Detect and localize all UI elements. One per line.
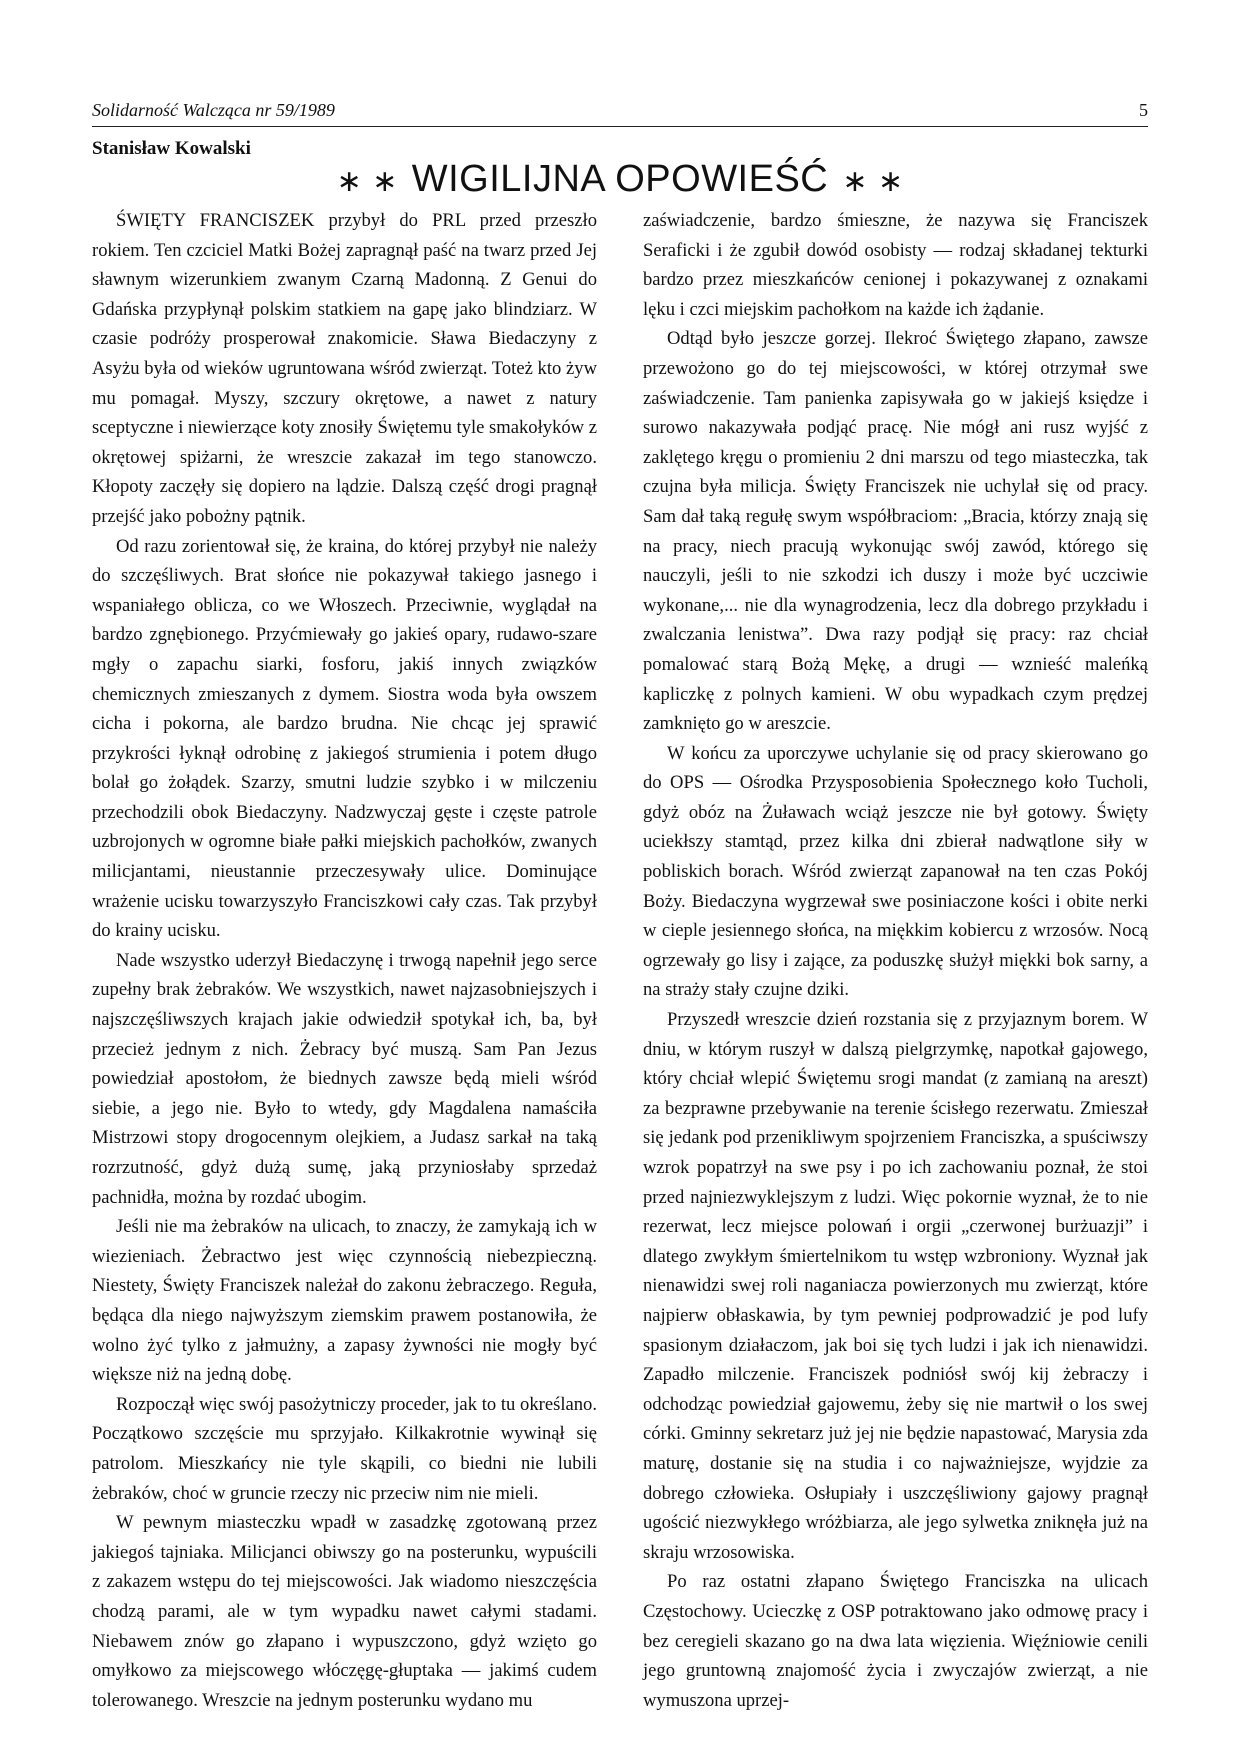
paragraph: Nade wszystko uderzył Biedaczynę i trwogą napełnił jego serce zupełny brak żebraków. We wszystkich, nawet najzasobniejszych i najszczęśliwszych krajach jakie odwiedził spotykał ich, ba, był przecież jednym z nich. Żebracy być muszą. Sam Pan Jezus powiedział apostołom, że biednych zawsze będą mieli wśród siebie, a jego nie. Było to wtedy, gdy Magdalena namaściła Mistrzowi stopy drogocennym olejkiem, a Judasz sarkał na taką rozrzutność, gdyż dużą sumę, jaką przyniosłaby sprzedaż pachnidła, można by rozdać ubogim.: [92, 949, 597, 1208]
page-number: 5: [1139, 100, 1148, 120]
left-column: [92, 206, 597, 1711]
title-ornament-left: ∗ ∗: [336, 164, 398, 199]
right-column: [643, 206, 1148, 1711]
paragraph: ŚWIĘTY FRANCISZEK przybył do PRL przed przeszło rokiem. Ten czciciel Matki Bożej zapragnął paść na twarz przed Jej sławnym wizerunkiem zwanym Czarną Madonną. Z Genui do Gdańska przypłynął polskim statkiem na gapę jako blindziarz. W czasie podróży prosperował znakomicie. Sława Biedaczyny z Asyżu była od wieków ugruntowana wśród zwierząt. Toteż kto żyw mu pomagał. Myszy, szczury okrętowe, a nawet z natury sceptyczne i niewierzące koty znosiły Świętemu tyle smakołyków z okrętowej spiżarni, że wreszcie zakazał im tego stanowczo. Kłopoty zaczęły się dopiero na lądzie. Dalszą część drogi pragnął przejść jako pobożny pątnik.: [92, 210, 597, 527]
publication-name: Solidarność Walcząca nr 59/1989: [92, 100, 335, 120]
article-author: Stanisław Kowalski: [92, 138, 251, 159]
paragraph: zaświadczenie, bardzo śmieszne, że nazywa się Franciszek Seraficki i że zgubił dowód osobisty — rodzaj składanej tekturki bardzo przez mieszkańców cenionej i pokazywanej z oznakami lęku i czci miejskim pachołkom na każde ich żądanie.: [643, 210, 1148, 320]
title-ornament-right: ∗ ∗: [842, 164, 904, 199]
paragraph: Od razu zorientował się, że kraina, do której przybył nie należy do szczęśliwych. Brat słońce nie pokazywał takiego jasnego i wspaniałego oblicza, co we Włoszech. Przeciwnie, wyglądał na bardzo zgnębionego. Przyćmiewały go jakieś opary, rudawo-szare mgły o zapachu siarki, fosforu, jakiś innych związków chemicznych zmieszanych z dymem. Siostra woda była owszem cicha i pokorna, ale bardzo brudna. Nie chcąc jej sprawić przykrości łyknął odrobinę z jakiegoś strumienia i potem długo bolał go żołądek. Szarzy, smutni ludzie szybko i w milczeniu przechodzili obok Biedaczyny. Nadzwyczaj gęste i częste patrole uzbrojonych w ogromne białe pałki miejskich pachołków, zwanych milicjantami, nieustannie przeczesywały ulice. Dominujące wrażenie ucisku towarzyszyło Franciszkowi cały czas. Tak przybył do krainy ucisku.: [92, 535, 597, 942]
paragraph: W końcu za uporczywe uchylanie się od pracy skierowano go do OPS — Ośrodka Przysposobienia Społecznego koło Tucholi, gdyż obóz na Żuławach wciąż jeszcze nie był gotowy. Święty uciekłszy stamtąd, przez kilka dni zbierał nadwątlone siły w pobliskich borach. Wśród zwierząt zapanował na ten czas Pokój Boży. Biedaczyna wygrzewał swe posiniaczone kości i obite nerki w cieple jesiennego słońca, na miękkim kobiercu z wrzosów. Nocą ogrzewały go lisy i zające, za poduszkę służył miękki bok sarny, a na straży stały czujne dziki.: [643, 742, 1148, 1001]
paragraph: Po raz ostatni złapano Świętego Franciszka na ulicach Częstochowy. Ucieczkę z OSP potraktowano jako odmowę pracy i bez ceregieli skazano go na dwa lata więzienia. Więźniowie cenili jego gruntowną znajomość życia i zwyczajów zwierząt, a nie wymuszona uprzej-: [643, 1571, 1148, 1711]
running-header: [92, 100, 1148, 127]
paragraph: Odtąd było jeszcze gorzej. Ilekroć Świętego złapano, zawsze przewożono go do tej miejscowości, w której otrzymał swe zaświadczenie. Tam panienka zapisywała go w jakiejś księdze i surowo nakazywała podjąć pracę. Nie mógł ani rusz wyjść z zaklętego kręgu o promieniu 2 dni marszu od tego miasteczka, tak czujna była milicja. Święty Franciszek nie uchylał się od pracy. Sam dał taką regułę swym współbraciom: „Bracia, którzy znają się na pracy, niech pracują wykonując swój zawód, którego się nauczyli, jeśli to nie szkodzi ich duszy i może być uczciwie wykonane,... nie dla wynagrodzenia, lecz dla dobrego przykładu i zwalczania lenistwa”. Dwa razy podjął się pracy: raz chciał pomalować starą Bożą Mękę, a drugi — wznieść maleńką kapliczkę z polnych kamieni. W obu wypadkach czym prędzej zamknięto go w areszcie.: [643, 328, 1148, 735]
article-title-block: [92, 156, 1148, 205]
article-title: WIGILIJNA OPOWIEŚĆ: [411, 158, 829, 200]
paragraph: Rozpoczął więc swój pasożytniczy proceder, jak to tu określano. Początkowo szczęście mu sprzyjało. Kilkakrotnie wywinął się patrolom. Mieszkańcy nie tyle skąpili, co biedni nie lubili żebraków, choć w gruncie rzeczy nic przeciw nim nie mieli.: [92, 1393, 597, 1504]
paragraph: W pewnym miasteczku wpadł w zasadzkę zgotowaną przez jakiegoś tajniaka. Milicjanci obiwszy go na posterunku, wypuścili z zakazem wstępu do tej miejscowości. Jak wiadomo nieszczęścia chodzą parami, ale w tym wypadku nawet całymi stadami. Niebawem znów go złapano i wypuszczono, gdyż wzięto go omyłkowo za miejscowego włóczęgę-głuptaka — jakimś cudem tolerowanego. Wreszcie na jednym posterunku wydano mu: [92, 1512, 597, 1711]
paragraph: Przyszedł wreszcie dzień rozstania się z przyjaznym borem. W dniu, w którym ruszył w dalszą pielgrzymkę, napotkał gajowego, który chciał wlepić Świętemu srogi mandat (z zamianą na areszt) za bezprawne przebywanie na terenie ścisłego rezerwatu. Zmieszał się jedank pod przenikliwym spojrzeniem Franciszka, a spuściwszy wzrok popatrzył na swe psy i po ich zachowaniu poznał, że stoi przed najniezwyklejszym z ludzi. Więc pokornie wyznał, że to nie rezerwat, lecz miejsce polowań i orgii „czerwonej burżuazji” i dlatego zwykłym śmiertelnikom tu wstęp wzbroniony. Wyznał jak nienawidzi swej roli naganiacza powierzonych mu zwierząt, które najpierw obłaskawia, by tym pewniej podprowadzić je pod lufy spasionym działaczom, jak boi się tych ludzi i jak ich nienawidzi. Zapadło milczenie. Franciszek podniósł swój kij żebraczy i odchodząc powiedział gajowemu, żeby się nie martwił o los swej córki. Gminny sekretarz już jej nie będzie napastować, Marysia zda maturę, dostanie się na studia i co najważniejsze, wyjdzie za dobrego człowieka. Osłupiały i uszczęśliwiony gajowy pragnął ugościć niezwykłego wróżbiarza, ale jego sylwetka zniknęła już na skraju wrzosowiska.: [643, 1009, 1148, 1563]
paragraph: Jeśli nie ma żebraków na ulicach, to znaczy, że zamykają ich w wiezieniach. Żebractwo jest więc czynnością niebezpieczną. Niestety, Święty Franciszek należał do zakonu żebraczego. Reguła, będąca dla niego najwyższym ziemskim prawem postanowiła, że wolno żyć tylko z jałmużny, a zapasy żywności nie mogły być większe niż na jedną dobę.: [92, 1216, 597, 1386]
